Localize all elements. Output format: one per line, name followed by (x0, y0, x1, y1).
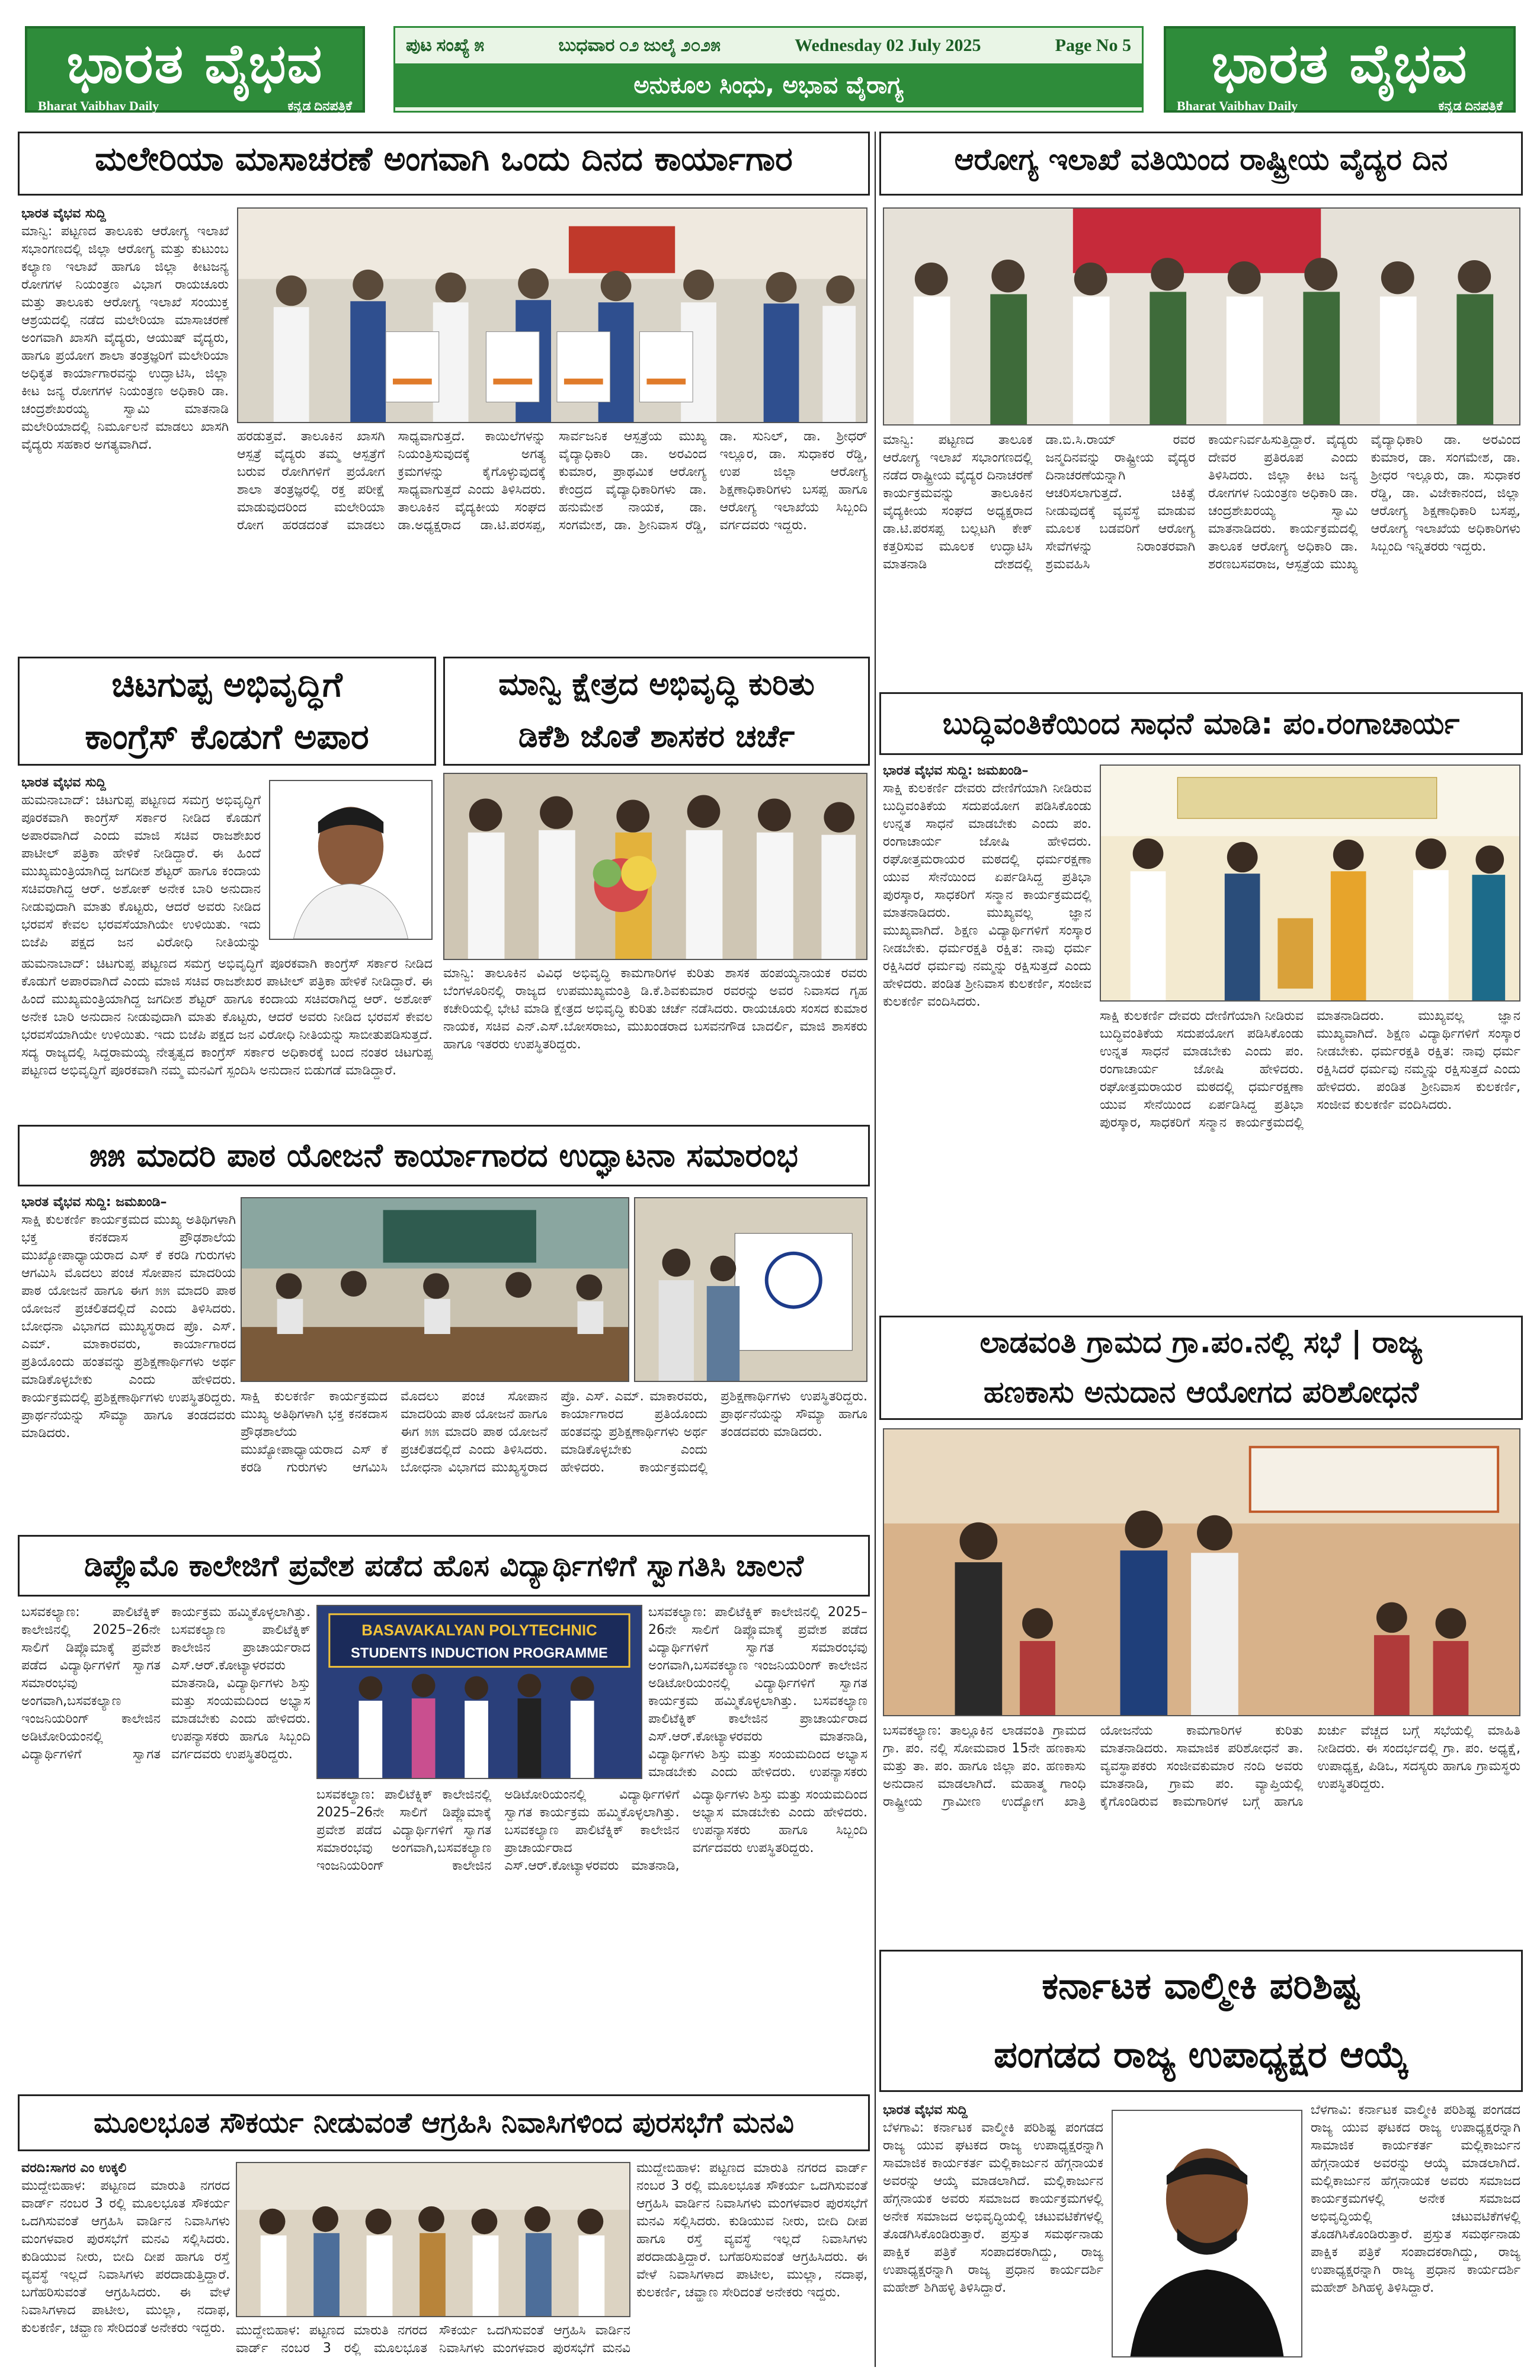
diploma-body-left: ಬಸವಕಲ್ಯಾಣ: ಪಾಲಿಟೆಕ್ನಿಕ್ ಕಾಲೇಜಿನಲ್ಲಿ 2025–26ನೇ ಸಾಲಿಗೆ ಡಿಪ್ಲೊಮಾಕ್ಕೆ ಪ್ರವೇಶ ಪಡೆದ ವಿದ್ಯಾರ್ಥಿಗಳಿಗೆ ಸ್ವಾಗತ ಸಮಾರಂಭವು ಅಂಗವಾಗಿ,ಬಸವಕಲ್ಯಾಣ ಇಂಜನಿಯರಿಂಗ್ ಕಾಲೇಜಿನ ಅಡಿಟೋರಿಯಂನಲ್ಲಿ ವಿದ್ಯಾರ್ಥಿಗಳಿಗೆ ಸ್ವಾಗತ ಕಾರ್ಯಕ್ರಮ ಹಮ್ಮಿಕೊಳ್ಳಲಾಗಿತ್ತು. ಬಸವಕಲ್ಯಾಣ ಪಾಲಿಟೆಕ್ನಿಕ್ ಕಾಲೇಜಿನ ಪ್ರಾಚಾರ್ಯರಾದ ಎಸ್.ಆರ್.ಕೋಟ್ಯಾಳರವರು ಮಾತನಾಡಿ, ವಿದ್ಯಾರ್ಥಿಗಳು ಶಿಸ್ತು ಮತ್ತು ಸಂಯಮದಿಂದ ಅಭ್ಯಾಸ ಮಾಡಬೇಕು ಎಂದು ಹೇಳಿದರು. ಉಪನ್ಯಾಸಕರು ಹಾಗೂ ಸಿಬ್ಬಂದಿ ವರ್ಗದವರು ಉಪಸ್ಥಿತರಿದ್ದರು. (21, 1605, 310, 1762)
valmiki-dateline: ಭಾರತ ವೈಭವ ಸುದ್ದಿ (883, 2103, 968, 2117)
column-divider (875, 132, 876, 2367)
malaria-headline: ಮಲೇರಿಯಾ ಮಾಸಾಚರಣೆ ಅಂಗವಾಗಿ ಒಂದು ದಿನದ ಕಾರ್ಯಾಗಾರ (95, 140, 793, 178)
diploma-photo (316, 1605, 642, 1779)
valmiki-headline-line1: ಕರ್ನಾಟಕ ವಾಲ್ಮೀಕಿ ಪರಿಶಿಷ್ಟ (1042, 1964, 1360, 2007)
manvi-headline-line2: ಡಿಕೆಶಿ ಜೊತೆ ಶಾಸಕರ ಚರ್ಚೆ (518, 719, 795, 754)
doctors-day-headline: ಆರೋಗ್ಯ ಇಲಾಖೆ ವತಿಯಿಂದ ರಾಷ್ಟ್ರೀಯ ವೈದ್ಯರ ದಿನ (954, 142, 1448, 177)
diploma-photo-image (318, 1606, 641, 1778)
masthead-english-name: Bharat Vaibhav Daily (38, 98, 159, 113)
moolabhoota-headline-box (18, 2094, 870, 2151)
masthead-title: ಭಾರತ ವೈಭವ (66, 31, 324, 95)
buddhi-text-left (883, 762, 1091, 1133)
valmiki-text-left (883, 2101, 1103, 2366)
diploma-headline-box (18, 1535, 870, 1597)
buddhi-dateline: ಭಾರತ ವೈಭವ ಸುದ್ದಿ: ಜಮಖಂಡಿ– (883, 763, 1029, 778)
diploma-banner-line2: STUDENTS INDUCTION PROGRAMME (351, 1645, 608, 1661)
diploma-headline: ಡಿಪ್ಲೊಮೊ ಕಾಲೇಜಿಗೆ ಪ್ರವೇಶ ಪಡೆದ ಹೊಸ ವಿದ್ಯಾರ್ಥಿಗಳಿಗೆ ಸ್ವಾಗತಿಸಿ ಚಾಲನೆ (84, 1549, 804, 1583)
masthead-kannada-sub: ಕನ್ನಡ ದಿನಪತ್ರಿಕೆ (287, 98, 352, 113)
malaria-photo (237, 207, 867, 423)
chitaguppa-headline-box (18, 657, 436, 766)
malaria-headline-box (18, 132, 870, 196)
chitaguppa-portrait-image (270, 781, 431, 939)
doctors-day-headline-box (879, 132, 1523, 196)
page-info-kannada: ಪುಟ ಸಂಖ್ಯೆ ೫ (406, 36, 485, 55)
moolabhoota-headline: ಮೂಲಭೂತ ಸೌಕರ್ಯ ನೀಡುವಂತೆ ಆಗ್ರಹಿಸಿ ನಿವಾಸಿಗಳಿಂದ ಪುರಸಭೆಗೆ ಮನವಿ (94, 2106, 794, 2139)
masthead-tagline: ಅನುಕೂಲ ಸಿಂಧು, ಅಭಾವ ವೈರಾಗ್ಯ (395, 63, 1142, 107)
moolabhoota-body: ಮುದ್ದೇಬಿಹಾಳ: ಪಟ್ಟಣದ ಮಾರುತಿ ನಗರದ ವಾರ್ಡ್ ನಂಬರ 3 ರಲ್ಲಿ ಮೂಲಭೂತ ಸೌಕರ್ಯ ಒದಗಿಸುವಂತೆ ಆಗ್ರಹಿಸಿ ವಾರ್ಡಿನ ನಿವಾಸಿಗಳು ಮಂಗಳವಾರ ಪುರಸಭೆಗೆ ಮನವಿ ಸಲ್ಲಿಸಿದರು. ಕುಡಿಯುವ ನೀರು, ಬೀದಿ ದೀಪ ಹಾಗೂ ರಸ್ತೆ ವ್ಯವಸ್ಥೆ ಇಲ್ಲದೆ ನಿವಾಸಿಗಳು ಪರದಾಡುತ್ತಿದ್ದಾರೆ. ಬಗೆಹರಿಸುವಂತೆ ಆಗ್ರಹಿಸಿದರು. ಈ ವೇಳೆ ನಿವಾಸಿಗಳಾದ ಪಾಟೀಲ, ಮುಲ್ಲಾ, ನದಾಫ, ಕುಲಕರ್ಣಿ, ಚವ್ಹಾಣ ಸೇರಿದಂತೆ ಅನೇಕರು ಇದ್ದರು. (21, 2179, 230, 2336)
manvi-body-text: ಮಾನ್ವಿ: ತಾಲೂಕಿನ ವಿವಿಧ ಅಭಿವೃದ್ಧಿ ಕಾಮಗಾರಿಗಳ ಕುರಿತು ಶಾಸಕ ಹಂಪಯ್ಯನಾಯಕ ರವರು ಬೆಂಗಳೂರಿನಲ್ಲಿ ರಾಜ್ಯದ ಉಪಮುಖ್ಯಮಂತ್ರಿ ಡಿ.ಕೆ.ಶಿವಕುಮಾರ ರವರನ್ನು ಅವರ ನಿವಾಸದ ಗೃಹ ಕಚೇರಿಯಲ್ಲಿ ಭೇಟಿ ಮಾಡಿ ಕ್ಷೇತ್ರದ ಅಭಿವೃದ್ಧಿ ಕುರಿತು ಚರ್ಚೆ ನಡೆಸಿದರು. ರಾಯಚೂರು ಸಂಸದ ಕುಮಾರ ನಾಯಕ, ಸಚಿವ ಎನ್.ಎಸ್.ಬೋಸರಾಜು, ಮುಖಂಡರಾದ ಬಸವನಗೌಡ ಬಾದರ್ಲಿ, ಮಾಜಿ ಶಾಸಕರು ಹಾಗೂ ಇತರರು ಉಪಸ್ಥಿತರಿದ್ದರು. (443, 966, 867, 1052)
pathayojane-body: ಸಾಕ್ಷಿ ಕುಲಕರ್ಣಿ ಕಾರ್ಯಕ್ರಮದ ಮುಖ್ಯ ಅತಿಥಿಗಳಾಗಿ ಭಕ್ತ ಕನಕದಾಸ ಪ್ರೌಢಶಾಲೆಯ ಮುಖ್ಯೋಪಾಧ್ಯಾಯರಾದ ಎಸ್ ಕೆ ಕರಡಿ ಗುರುಗಳು ಆಗಮಿಸಿ ಮೊದಲು ಪಂಚ ಸೋಪಾನ ಮಾದರಿಯ ಪಾಠ ಯೋಜನೆ ಹಾಗೂ ಈಗ ೫೫ ಮಾದರಿ ಪಾಠ ಯೋಜನೆ ಪ್ರಚಲಿತದಲ್ಲಿದೆ ಎಂದು ತಿಳಿಸಿದರು. ಬೋಧನಾ ವಿಭಾಗದ ಮುಖ್ಯಸ್ಥರಾದ ಪ್ರೊ. ಎಸ್. ಎಮ್. ಮಾಕಾರವರು, ಕಾರ್ಯಾಗಾರದ ಪ್ರತಿಯೊಂದು ಹಂತವನ್ನು ಪ್ರಶಿಕ್ಷಣಾರ್ಥಿಗಳು ಅರ್ಥ ಮಾಡಿಕೊಳ್ಳಬೇಕು ಎಂದು ಹೇಳಿದರು. ಕಾರ್ಯಕ್ರಮದಲ್ಲಿ ಪ್ರಶಿಕ್ಷಣಾರ್ಥಿಗಳು ಉಪಸ್ಥಿತರಿದ್ದರು. ಪ್ರಾರ್ಥನೆಯನ್ನು ಸೌಮ್ಯಾ ಹಾಗೂ ತಂಡದವರು ಮಾಡಿದರು. (21, 1213, 236, 1441)
pathayojane-photo-2 (634, 1197, 867, 1382)
page-number: Page No 5 (1055, 36, 1131, 55)
malaria-lead: ಮಾನ್ವಿ: ಪಟ್ಟಣದ ತಾಲೂಕು ಆರೋಗ್ಯ ಇಲಾಖೆ ಸಭಾಂಗಣದಲ್ಲಿ ಜಿಲ್ಲಾ ಆರೋಗ್ಯ ಮತ್ತು ಕುಟುಂಬ ಕಲ್ಯಾಣ ಇಲಾಖೆ ಹಾಗೂ ಜಿಲ್ಲಾ ಕೀಟಜನ್ಯ ರೋಗಗಳ ನಿಯಂತ್ರಣ ವಿಭಾಗ ರಾಯಚೂರು ಮತ್ತು ತಾಲೂಕು ಆರೋಗ್ಯ ಇಲಾಖೆ ಸಂಯುಕ್ತ ಆಶ್ರಯದಲ್ಲಿ ನಡೆದ ಮಲೇರಿಯಾ ಮಾಸಾಚರಣೆ ಅಂಗವಾಗಿ ಖಾಸಗಿ ವೈದ್ಯರು, ಆಯುಷ್ ವೈದ್ಯರು, ಹಾಗೂ ಪ್ರಯೋಗ ಶಾಲಾ ತಂತ್ರಜ್ಞರಿಗೆ ಮಲೇರಿಯಾ ಅಧಿಕೃತ ಕಾರ್ಯಾಗಾರವನ್ನು ಉದ್ಘಾಟಿಸಿ, ಜಿಲ್ಲಾ ಕೀಟ ಜನ್ಯ ರೋಗಗಳ ನಿಯಂತ್ರಣ ಅಧಿಕಾರಿ ಡಾ. ಚಂದ್ರಶೇಖರಯ್ಯ ಸ್ವಾಮಿ ಮಾತನಾಡಿ ಮಲೇರಿಯಾದಲ್ಲಿ ನಿರ್ಮೂಲನೆ ಮಾಡಲು ಖಾಸಗಿ ವೈದ್ಯರು ಸಹಕಾರ ಅಗತ್ಯವಾಗಿದೆ. (21, 224, 229, 452)
masthead-info-strip (393, 26, 1144, 113)
date-kannada: ಬುಧವಾರ ೦೨ ಜುಲೈ ೨೦೨೫ (558, 36, 721, 55)
pathayojane-photo-image (242, 1198, 628, 1381)
doctors-day-photo (883, 207, 1520, 426)
manvi-photo (443, 773, 867, 960)
pathayojane-headline: ೫೫ ಮಾದರಿ ಪಾಠ ಯೋಜನೆ ಕಾರ್ಯಾಗಾರದ ಉದ್ಘಾಟನಾ ಸಮಾರಂಭ (89, 1137, 798, 1174)
valmiki-headline-box (879, 1950, 1523, 2092)
masthead-meta-row (395, 28, 1142, 63)
pathayojane-headline-box (18, 1125, 870, 1186)
masthead-subline-right (1166, 98, 1513, 114)
diploma-banner-line1: BASAVAKALYAN POLYTECHNIC (361, 1622, 597, 1639)
date-english: Wednesday 02 July 2025 (795, 36, 981, 55)
valmiki-headline-line2: ಪಂಗಡದ ರಾಜ್ಯ ಉಪಾಧ್ಯಕ್ಷರ ಆಯ್ಕೆ (994, 2033, 1408, 2076)
pathayojane-photo (241, 1197, 629, 1382)
moolabhoota-photo (236, 2162, 630, 2317)
moolabhoota-photo-image (237, 2163, 629, 2316)
malaria-body-text: ಹರಡುತ್ತವೆ. ತಾಲೂಕಿನ ಖಾಸಗಿ ಆಸ್ಪತ್ರೆ ವೈದ್ಯರು ತಮ್ಮ ಆಸ್ಪತ್ರೆಗೆ ಬರುವ ರೋಗಿಗಳಿಗೆ ಪ್ರಯೋಗ ಶಾಲಾ ತಂತ್ರಜ್ಞರಲ್ಲಿ ರಕ್ತ ಪರೀಕ್ಷೆ ಮಾಡುವುದರಿಂದ ಮಲೇರಿಯಾ ರೋಗ ಹರಡದಂತೆ ಮಾಡಲು ಸಾಧ್ಯವಾಗುತ್ತದೆ. ಕಾಯಿಲೆಗಳನ್ನು ನಿಯಂತ್ರಿಸುವುದಕ್ಕೆ ಅಗತ್ಯ ಕ್ರಮಗಳನ್ನು ಕೈಗೊಳ್ಳುವುದಕ್ಕೆ ಸಾಧ್ಯವಾಗುತ್ತದೆ ಎಂದು ತಿಳಿಸಿದರು. ತಾಲೂಕಿನ ವೈದ್ಯಕೀಯ ಸಂಘದ ಡಾ.ಅಧ್ಯಕ್ಷರಾದ ಡಾ.ಟಿ.ಪರಸಪ್ಪ, ಸಾರ್ವಜನಿಕ ಆಸ್ಪತ್ರೆಯ ಮುಖ್ಯ ವೈದ್ಯಾಧಿಕಾರಿ ಡಾ. ಅರವಿಂದ ಕುಮಾರ, ಪ್ರಾಥಮಿಕ ಆರೋಗ್ಯ ಕೇಂದ್ರದ ವೈದ್ಯಾಧಿಕಾರಿಗಳು ಡಾ. ಹನುಮೇಶ ನಾಯಕ, ಡಾ. ಸಂಗಮೇಶ, ಡಾ. ಶ್ರೀನಿವಾಸ ರೆಡ್ಡಿ, ಡಾ. ಸುನಿಲ್, ಡಾ. ಶ್ರೀಧರ್ ಇಲ್ಲೂರ, ಡಾ. ಸುಧಾಕರ ರೆಡ್ಡಿ, ಉಪ ಜಿಲ್ಲಾ ಆರೋಗ್ಯ ಶಿಕ್ಷಣಾಧಿಕಾರಿಗಳು ಬಸಪ್ಪ ಹಾಗೂ ಆರೋಗ್ಯ ಇಲಾಖೆಯ ಸಿಬ್ಬಂದಿ ವರ್ಗದವರು ಇದ್ದರು. (237, 429, 867, 533)
diploma-body-right: ಬಸವಕಲ್ಯಾಣ: ಪಾಲಿಟೆಕ್ನಿಕ್ ಕಾಲೇಜಿನಲ್ಲಿ 2025–26ನೇ ಸಾಲಿಗೆ ಡಿಪ್ಲೊಮಾಕ್ಕೆ ಪ್ರವೇಶ ಪಡೆದ ವಿದ್ಯಾರ್ಥಿಗಳಿಗೆ ಸ್ವಾಗತ ಸಮಾರಂಭವು ಅಂಗವಾಗಿ,ಬಸವಕಲ್ಯಾಣ ಇಂಜನಿಯರಿಂಗ್ ಕಾಲೇಜಿನ ಅಡಿಟೋರಿಯಂನಲ್ಲಿ ವಿದ್ಯಾರ್ಥಿಗಳಿಗೆ ಸ್ವಾಗತ ಕಾರ್ಯಕ್ರಮ ಹಮ್ಮಿಕೊಳ್ಳಲಾಗಿತ್ತು. ಬಸವಕಲ್ಯಾಣ ಪಾಲಿಟೆಕ್ನಿಕ್ ಕಾಲೇಜಿನ ಪ್ರಾಚಾರ್ಯರಾದ ಎಸ್.ಆರ್.ಕೋಟ್ಯಾಳರವರು ಮಾತನಾಡಿ, ವಿದ್ಯಾರ್ಥಿಗಳು ಶಿಸ್ತು ಮತ್ತು ಸಂಯಮದಿಂದ ಅಭ್ಯಾಸ ಮಾಡಬೇಕು ಎಂದು ಹೇಳಿದರು. ಉಪನ್ಯಾಸಕರು (648, 1605, 867, 1780)
moolabhoota-body-right: ಮುದ್ದೇಬಿಹಾಳ: ಪಟ್ಟಣದ ಮಾರುತಿ ನಗರದ ವಾರ್ಡ್ ನಂಬರ 3 ರಲ್ಲಿ ಮೂಲಭೂತ ಸೌಕರ್ಯ ಒದಗಿಸುವಂತೆ ಆಗ್ರಹಿಸಿ ವಾರ್ಡಿನ ನಿವಾಸಿಗಳು ಮಂಗಳವಾರ ಪುರಸಭೆಗೆ ಮನವಿ ಸಲ್ಲಿಸಿದರು. ಕುಡಿಯುವ ನೀರು, ಬೀದಿ ದೀಪ ಹಾಗೂ ರಸ್ತೆ ವ್ಯವಸ್ಥೆ ಇಲ್ಲದೆ ನಿವಾಸಿಗಳು ಪರದಾಡುತ್ತಿದ್ದಾರೆ. ಬಗೆಹರಿಸುವಂತೆ ಆಗ್ರಹಿಸಿದರು. ಈ ವೇಳೆ ನಿವಾಸಿಗಳಾದ ಪಾಟೀಲ, ಮುಲ್ಲಾ, ನದಾಫ, ಕುಲಕರ್ಣಿ, ಚವ್ಹಾಣ ಸೇರಿದಂತೆ ಅನೇಕರು ಇದ್ದರು. (636, 2161, 867, 2300)
buddhi-body-continued: ಸಾಕ್ಷಿ ಕುಲಕರ್ಣಿ ದೇವರು ದೇಣಿಗೆಯಾಗಿ ನೀಡಿರುವ ಬುದ್ಧಿವಂತಿಕೆಯ ಸದುಪಯೋಗ ಪಡಿಸಿಕೊಂಡು ಉನ್ನತ ಸಾಧನೆ ಮಾಡಬೇಕು ಎಂದು ಪಂ. ರಂಗಾಚಾರ್ಯ ಜೋಷಿ ಹೇಳಿದರು. ರಘೋತ್ತಮರಾಯರ ಮಠದಲ್ಲಿ ಧರ್ಮರಕ್ಷಣಾ ಯುವ ಸೇನೆಯಿಂದ ಏರ್ಪಡಿಸಿದ್ದ ಪ್ರತಿಭಾ ಪುರಸ್ಕಾರ, ಸಾಧಕರಿಗೆ ಸನ್ಮಾನ ಕಾರ್ಯಕ್ರಮದಲ್ಲಿ ಮಾತನಾಡಿದರು. ಮುಖ್ಯವಲ್ಲ ಜ್ಞಾನ ಮುಖ್ಯವಾಗಿದೆ. ಶಿಕ್ಷಣ ವಿದ್ಯಾರ್ಥಿಗಳಿಗೆ ಸಂಸ್ಕಾರ ನೀಡಬೇಕು. ಧರ್ಮರಕ್ಷತಿ ರಕ್ಷಿತ: ನಾವು ಧರ್ಮ ರಕ್ಷಿಸಿದರೆ ಧರ್ಮವು ನಮ್ಮನ್ನು ರಕ್ಷಿಸುತ್ತದೆ ಎಂದು ಹೇಳಿದರು. ಪಂಡಿತ ಶ್ರೀನಿವಾಸ ಕುಲಕರ್ಣಿ, ಸಂಜೀವ ಕುಲಕರ್ಣಿ ವಂದಿಸಿದರು. (1100, 1009, 1520, 1130)
masthead-title-right: ಭಾರತ ವೈಭವ (1211, 31, 1468, 95)
masthead-logo-right (1164, 26, 1516, 113)
manvi-headline-box (443, 657, 870, 766)
buddhi-headline-box (879, 692, 1523, 755)
pathayojane-photo-2-image (635, 1198, 866, 1381)
valmiki-portrait (1112, 2110, 1302, 2357)
valmiki-portrait-image (1113, 2111, 1301, 2356)
chitaguppa-body-continued: ಹುಮನಾಬಾದ್: ಚಿಟಗುಪ್ಪ ಪಟ್ಟಣದ ಸಮಗ್ರ ಅಭಿವೃದ್ಧಿಗೆ ಪೂರಕವಾಗಿ ಕಾಂಗ್ರೆಸ್ ಸರ್ಕಾರ ನೀಡಿದ ಕೊಡುಗೆ ಅಪಾರವಾಗಿದೆ ಎಂದು ಮಾಜಿ ಸಚಿವ ರಾಜಶೇಖರ ಪಾಟೀಲ್ ಪತ್ರಿಕಾ ಹೇಳಿಕೆ ನೀಡಿದ್ದಾರೆ. ಈ ಹಿಂದೆ ಮುಖ್ಯಮಂತ್ರಿಯಾಗಿದ್ದ ಜಗದೀಶ ಶೆಟ್ಟರ್ ಹಾಗೂ ಕಂದಾಯ ಸಚಿವರಾಗಿದ್ದ ಆರ್. ಅಶೋಕ್ ಅನೇಕ ಬಾರಿ ಅನುದಾನ ನೀಡುವುದಾಗಿ ಮಾತು ಕೊಟ್ಟರು, ಆದರೆ ಅವರು ನೀಡಿದ ಭರವಸೆ ಕೇವಲ ಭರವಸೆಯಾಗಿಯೇ ಉಳಿಯಿತು. ಇದು ಬಿಜೆಪಿ ಪಕ್ಷದ ಜನ ವಿರೋಧಿ ನೀತಿಯನ್ನು ಸಾಬೀತುಪಡಿಸುತ್ತದೆ. ಸದ್ಯ ರಾಜ್ಯದಲ್ಲಿ ಸಿದ್ದರಾಮಯ್ಯ ನೇತೃತ್ವದ ಕಾಂಗ್ರೆಸ್ ಸರ್ಕಾರ ಅಧಿಕಾರಕ್ಕೆ ಬಂದ ನಂತರ ಚಿಟಗುಪ್ಪ ಪಟ್ಟಣದ ಅಭಿವೃದ್ಧಿಗೆ ಪೂರಕವಾಗಿ ನಮ್ಮ ಮನವಿಗೆ ಸ್ಪಂದಿಸಿ ಅನುದಾನ ಬಿಡುಗಡೆ ಮಾಡಿದ್ದಾರೆ. (21, 957, 433, 1078)
pathayojane-body-continued: ಸಾಕ್ಷಿ ಕುಲಕರ್ಣಿ ಕಾರ್ಯಕ್ರಮದ ಮುಖ್ಯ ಅತಿಥಿಗಳಾಗಿ ಭಕ್ತ ಕನಕದಾಸ ಪ್ರೌಢಶಾಲೆಯ ಮುಖ್ಯೋಪಾಧ್ಯಾಯರಾದ ಎಸ್ ಕೆ ಕರಡಿ ಗುರುಗಳು ಆಗಮಿಸಿ ಮೊದಲು ಪಂಚ ಸೋಪಾನ ಮಾದರಿಯ ಪಾಠ ಯೋಜನೆ ಹಾಗೂ ಈಗ ೫೫ ಮಾದರಿ ಪಾಠ ಯೋಜನೆ ಪ್ರಚಲಿತದಲ್ಲಿದೆ ಎಂದು ತಿಳಿಸಿದರು. ಬೋಧನಾ ವಿಭಾಗದ ಮುಖ್ಯಸ್ಥರಾದ ಪ್ರೊ. ಎಸ್. ಎಮ್. ಮಾಕಾರವರು, ಕಾರ್ಯಾಗಾರದ ಪ್ರತಿಯೊಂದು ಹಂತವನ್ನು ಪ್ರಶಿಕ್ಷಣಾರ್ಥಿಗಳು ಅರ್ಥ ಮಾಡಿಕೊಳ್ಳಬೇಕು ಎಂದು ಹೇಳಿದರು. ಕಾರ್ಯಕ್ರಮದಲ್ಲಿ ಪ್ರಶಿಕ್ಷಣಾರ್ಥಿಗಳು ಉಪಸ್ಥಿತರಿದ್ದರು. ಪ್ರಾರ್ಥನೆಯನ್ನು ಸೌಮ್ಯಾ ಹಾಗೂ ತಂಡದವರು ಮಾಡಿದರು. (241, 1389, 867, 1475)
chitaguppa-headline-line2: ಕಾಂಗ್ರೆಸ್ ಕೊಡುಗೆ ಅಪಾರ (85, 716, 369, 757)
chitaguppa-text-left (21, 774, 261, 952)
ladavanti-photo (883, 1428, 1520, 1716)
diploma-body-bottom: ಬಸವಕಲ್ಯಾಣ: ಪಾಲಿಟೆಕ್ನಿಕ್ ಕಾಲೇಜಿನಲ್ಲಿ 2025–26ನೇ ಸಾಲಿಗೆ ಡಿಪ್ಲೊಮಾಕ್ಕೆ ಪ್ರವೇಶ ಪಡೆದ ವಿದ್ಯಾರ್ಥಿಗಳಿಗೆ ಸ್ವಾಗತ ಸಮಾರಂಭವು ಅಂಗವಾಗಿ,ಬಸವಕಲ್ಯಾಣ ಇಂಜನಿಯರಿಂಗ್ ಕಾಲೇಜಿನ ಅಡಿಟೋರಿಯಂನಲ್ಲಿ ವಿದ್ಯಾರ್ಥಿಗಳಿಗೆ ಸ್ವಾಗತ ಕಾರ್ಯಕ್ರಮ ಹಮ್ಮಿಕೊಳ್ಳಲಾಗಿತ್ತು. ಬಸವಕಲ್ಯಾಣ ಪಾಲಿಟೆಕ್ನಿಕ್ ಕಾಲೇಜಿನ ಪ್ರಾಚಾರ್ಯರಾದ ಎಸ್.ಆರ್.ಕೋಟ್ಯಾಳರವರು ಮಾತನಾಡಿ, ವಿದ್ಯಾರ್ಥಿಗಳು ಶಿಸ್ತು ಮತ್ತು ಸಂಯಮದಿಂದ ಅಭ್ಯಾಸ ಮಾಡಬೇಕು ಎಂದು ಹೇಳಿದರು. ಉಪನ್ಯಾಸಕರು ಹಾಗೂ ಸಿಬ್ಬಂದಿ ವರ್ಗದವರು ಉಪಸ್ಥಿತರಿದ್ದರು. (316, 1787, 867, 1873)
chitaguppa-portrait (269, 780, 433, 940)
chitaguppa-dateline: ಭಾರತ ವೈಭವ ಸುದ್ದಿ (21, 775, 106, 790)
chitaguppa-headline-line1: ಚಿಟಗುಪ್ಪ ಅಭಿವೃದ್ಧಿಗೆ (111, 664, 342, 705)
masthead-english-name-right: Bharat Vaibhav Daily (1177, 98, 1298, 113)
manvi-photo-image (444, 774, 866, 959)
buddhi-headline: ಬುದ್ಧಿವಂತಿಕೆಯಿಂದ ಸಾಧನೆ ಮಾಡಿ: ಪಂ.ರಂಗಾಚಾರ್ಯ (942, 706, 1460, 741)
buddhi-body: ಸಾಕ್ಷಿ ಕುಲಕರ್ಣಿ ದೇವರು ದೇಣಿಗೆಯಾಗಿ ನೀಡಿರುವ ಬುದ್ಧಿವಂತಿಕೆಯ ಸದುಪಯೋಗ ಪಡಿಸಿಕೊಂಡು ಉನ್ನತ ಸಾಧನೆ ಮಾಡಬೇಕು ಎಂದು ಪಂ. ರಂಗಾಚಾರ್ಯ ಜೋಷಿ ಹೇಳಿದರು. ರಘೋತ್ತಮರಾಯರ ಮಠದಲ್ಲಿ ಧರ್ಮರಕ್ಷಣಾ ಯುವ ಸೇನೆಯಿಂದ ಏರ್ಪಡಿಸಿದ್ದ ಪ್ರತಿಭಾ ಪುರಸ್ಕಾರ, ಸಾಧಕರಿಗೆ ಸನ್ಮಾನ ಕಾರ್ಯಕ್ರಮದಲ್ಲಿ ಮಾತನಾಡಿದರು. ಮುಖ್ಯವಲ್ಲ ಜ್ಞಾನ ಮುಖ್ಯವಾಗಿದೆ. ಶಿಕ್ಷಣ ವಿದ್ಯಾರ್ಥಿಗಳಿಗೆ ಸಂಸ್ಕಾರ ನೀಡಬೇಕು. ಧರ್ಮರಕ್ಷತಿ ರಕ್ಷಿತ: ನಾವು ಧರ್ಮ ರಕ್ಷಿಸಿದರೆ ಧರ್ಮವು ನಮ್ಮನ್ನು ರಕ್ಷಿಸುತ್ತದೆ ಎಂದು ಹೇಳಿದರು. ಪಂಡಿತ ಶ್ರೀನಿವಾಸ ಕುಲಕರ್ಣಿ, ಸಂಜೀವ ಕುಲಕರ್ಣಿ ವಂದಿಸಿದರು. (883, 781, 1091, 1009)
pathayojane-text-left (21, 1194, 236, 1525)
malaria-lead-text (21, 205, 229, 634)
malaria-dateline: ಭಾರತ ವೈಭವ ಸುದ್ದಿ (21, 206, 106, 221)
masthead-kannada-sub-right: ಕನ್ನಡ ದಿನಪತ್ರಿಕೆ (1438, 98, 1503, 113)
chitaguppa-body: ಹುಮನಾಬಾದ್: ಚಿಟಗುಪ್ಪ ಪಟ್ಟಣದ ಸಮಗ್ರ ಅಭಿವೃದ್ಧಿಗೆ ಪೂರಕವಾಗಿ ಕಾಂಗ್ರೆಸ್ ಸರ್ಕಾರ ನೀಡಿದ ಕೊಡುಗೆ ಅಪಾರವಾಗಿದೆ ಎಂದು ಮಾಜಿ ಸಚಿವ ರಾಜಶೇಖರ ಪಾಟೀಲ್ ಪತ್ರಿಕಾ ಹೇಳಿಕೆ ನೀಡಿದ್ದಾರೆ. ಈ ಹಿಂದೆ ಮುಖ್ಯಮಂತ್ರಿಯಾಗಿದ್ದ ಜಗದೀಶ ಶೆಟ್ಟರ್ ಹಾಗೂ ಕಂದಾಯ ಸಚಿವರಾಗಿದ್ದ ಆರ್. ಅಶೋಕ್ ಅನೇಕ ಬಾರಿ ಅನುದಾನ ನೀಡುವುದಾಗಿ ಮಾತು ಕೊಟ್ಟರು, ಆದರೆ ಅವರು ನೀಡಿದ ಭರವಸೆ ಕೇವಲ ಭರವಸೆಯಾಗಿಯೇ ಉಳಿಯಿತು. ಇದು ಬಿಜೆಪಿ ಪಕ್ಷದ ಜನ ವಿರೋಧಿ ನೀತಿಯನ್ನು (21, 793, 261, 950)
doctors-day-photo-image (884, 209, 1519, 424)
buddhi-photo (1100, 764, 1520, 1002)
moolabhoota-text-left (21, 2160, 230, 2367)
buddhi-photo-image (1101, 766, 1519, 1000)
masthead-subline (27, 98, 363, 114)
valmiki-body: ಬೆಳಗಾವಿ: ಕರ್ನಾಟಕ ವಾಲ್ಮೀಕಿ ಪರಿಶಿಷ್ಟ ಪಂಗಡದ ರಾಜ್ಯ ಯುವ ಘಟಕದ ರಾಜ್ಯ ಉಪಾಧ್ಯಕ್ಷರನ್ನಾಗಿ ಸಾಮಾಜಿಕ ಕಾರ್ಯಕರ್ತ ಮಲ್ಲಿಕಾರ್ಜುನ ಹೆಗ್ಗನಾಯಕ ಅವರನ್ನು ಆಯ್ಕೆ ಮಾಡಲಾಗಿದೆ. ಮಲ್ಲಿಕಾರ್ಜುನ ಹೆಗ್ಗನಾಯಕ ಅವರು ಸಮಾಜದ ಕಾರ್ಯಕ್ರಮಗಳಲ್ಲಿ ಅನೇಕ ಸಮಾಜದ ಅಭಿವೃದ್ಧಿಯಲ್ಲಿ ಚಟುವಟಿಕೆಗಳಲ್ಲಿ ತೊಡಗಿಸಿಕೊಂಡಿರುತ್ತಾರೆ. ಪ್ರಸ್ತುತ ಸಮರ್ಥನಾಡು ಪಾಕ್ಷಿಕ ಪತ್ರಿಕೆ ಸಂಪಾದಕರಾಗಿದ್ದು, ರಾಜ್ಯ ಉಪಾಧ್ಯಕ್ಷರನ್ನಾಗಿ ರಾಜ್ಯ ಪ್ರಧಾನ ಕಾರ್ಯದರ್ಶಿ ಮಹೇಶ್ ಶಿಗಿಹಳ್ಳಿ ತಿಳಿಸಿದ್ದಾರೆ. (883, 2120, 1103, 2295)
ladavanti-headline-line1: ಲಾಡವಂತಿ ಗ್ರಾಮದ ಗ್ರಾ.ಪಂ.ನಲ್ಲಿ ಸಭೆ | ರಾಜ್ಯ (979, 1325, 1423, 1359)
moolabhoota-dateline: ವರದಿ:ಸಾಗರ ಎಂ ಉಕ್ಕಲಿ (21, 2161, 127, 2176)
pathayojane-dateline: ಭಾರತ ವೈಭವ ಸುದ್ದಿ: ಜಮಖಂಡಿ– (21, 1195, 167, 1210)
ladavanti-headline-box (879, 1316, 1523, 1420)
manvi-headline-line1: ಮಾನ್ವಿ ಕ್ಷೇತ್ರದ ಅಭಿವೃದ್ಧಿ ಕುರಿತು (498, 667, 815, 702)
malaria-photo-image (238, 209, 866, 422)
moolabhoota-body-bottom: ಮುದ್ದೇಬಿಹಾಳ: ಪಟ್ಟಣದ ಮಾರುತಿ ನಗರದ ವಾರ್ಡ್ ನಂಬರ 3 ರಲ್ಲಿ ಮೂಲಭೂತ ಸೌಕರ್ಯ ಒದಗಿಸುವಂತೆ ಆಗ್ರಹಿಸಿ ವಾರ್ಡಿನ ನಿವಾಸಿಗಳು ಮಂಗಳವಾರ ಪುರಸಭೆಗೆ ಮನವಿ (236, 2323, 630, 2356)
ladavanti-body-text: ಬಸವಕಲ್ಯಾಣ: ತಾಲ್ಲೂಕಿನ ಲಾಡವಂತಿ ಗ್ರಾಮದ ಗ್ರಾ. ಪಂ. ನಲ್ಲಿ ಸೋಮವಾರ 15ನೇ ಹಣಕಾಸು ಮತ್ತು ತಾ. ಪಂ. ಹಾಗೂ ಜಿಲ್ಲಾ ಪಂ. ಹಣಕಾಸು ಅನುದಾನ ಮಾಡಲಾಗಿದೆ. ಮಹಾತ್ಮ ಗಾಂಧಿ ರಾಷ್ಟ್ರೀಯ ಗ್ರಾಮೀಣ ಉದ್ಯೋಗ ಖಾತ್ರಿ ಯೋಜನೆಯ ಕಾಮಗಾರಿಗಳ ಕುರಿತು ಮಾತನಾಡಿದರು. ಸಾಮಾಜಿಕ ಪರಿಶೋಧನೆ ತಾ. ವ್ಯವಸ್ಥಾಪಕರು ಸಂಜೀವಕುಮಾರ ನಂದಿ ಅವರು ಮಾತನಾಡಿ, ಗ್ರಾಮ ಪಂ. ವ್ಯಾಪ್ತಿಯಲ್ಲಿ ಕೈಗೊಂಡಿರುವ ಕಾಮಗಾರಿಗಳ ಬಗ್ಗೆ ಹಾಗೂ ಖರ್ಚು ವೆಚ್ಚದ ಬಗ್ಗೆ ಸಭೆಯಲ್ಲಿ ಮಾಹಿತಿ ನೀಡಿದರು. ಈ ಸಂದರ್ಭದಲ್ಲಿ ಗ್ರಾ. ಪಂ. ಅಧ್ಯಕ್ಷೆ, ಉಪಾಧ್ಯಕ್ಷ, ಪಿಡಿಒ, ಸದಸ್ಯರು ಹಾಗೂ ಗ್ರಾಮಸ್ಥರು ಉಪಸ್ಥಿತರಿದ್ದರು. (883, 1723, 1520, 1809)
ladavanti-photo-image (884, 1429, 1519, 1715)
valmiki-text-right: ಬೆಳಗಾವಿ: ಕರ್ನಾಟಕ ವಾಲ್ಮೀಕಿ ಪರಿಶಿಷ್ಟ ಪಂಗಡದ ರಾಜ್ಯ ಯುವ ಘಟಕದ ರಾಜ್ಯ ಉಪಾಧ್ಯಕ್ಷರನ್ನಾಗಿ ಸಾಮಾಜಿಕ ಕಾರ್ಯಕರ್ತ ಮಲ್ಲಿಕಾರ್ಜುನ ಹೆಗ್ಗನಾಯಕ ಅವರನ್ನು ಆಯ್ಕೆ ಮಾಡಲಾಗಿದೆ. ಮಲ್ಲಿಕಾರ್ಜುನ ಹೆಗ್ಗನಾಯಕ ಅವರು ಸಮಾಜದ ಕಾರ್ಯಕ್ರಮಗಳಲ್ಲಿ ಅನೇಕ ಸಮಾಜದ ಅಭಿವೃದ್ಧಿಯಲ್ಲಿ ಚಟುವಟಿಕೆಗಳಲ್ಲಿ ತೊಡಗಿಸಿಕೊಂಡಿರುತ್ತಾರೆ. ಪ್ರಸ್ತುತ ಸಮರ್ಥನಾಡು ಪಾಕ್ಷಿಕ ಪತ್ರಿಕೆ ಸಂಪಾದಕರಾಗಿದ್ದು, ರಾಜ್ಯ ಉಪಾಧ್ಯಕ್ಷರನ್ನಾಗಿ ರಾಜ್ಯ ಪ್ರಧಾನ ಕಾರ್ಯದರ್ಶಿ ಮಹೇಶ್ ಶಿಗಿಹಳ್ಳಿ ತಿಳಿಸಿದ್ದಾರೆ. (1311, 2103, 1520, 2295)
masthead-logo-left (25, 26, 365, 113)
ladavanti-headline-line2: ಹಣಕಾಸು ಅನುದಾನ ಆಯೋಗದ ಪರಿಶೋಧನೆ (983, 1375, 1419, 1409)
doctors-day-body-text: ಮಾನ್ವಿ: ಪಟ್ಟಣದ ತಾಲೂಕ ಆರೋಗ್ಯ ಇಲಾಖೆ ಸಭಾಂಗಣದಲ್ಲಿ ನಡೆದ ರಾಷ್ಟ್ರೀಯ ವೈದ್ಯರ ದಿನಾಚರಣೆ ಕಾರ್ಯಕ್ರಮವನ್ನು ತಾಲೂಕಿನ ವೈದ್ಯಕೀಯ ಸಂಘದ ಅಧ್ಯಕ್ಷರಾದ ಡಾ.ಟಿ.ಪರಸಪ್ಪ ಬಲ್ಲಟಗಿ ಕೇಕ್ ಕತ್ತರಿಸುವ ಮೂಲಕ ಉದ್ಘಾಟಿಸಿ ಮಾತನಾಡಿ ದೇಶದಲ್ಲಿ ಡಾ.ಬಿ.ಸಿ.ರಾಯ್ ರವರ ಜನ್ಮದಿನವನ್ನು ರಾಷ್ಟ್ರೀಯ ವೈದ್ಯರ ದಿನಾಚರಣೆಯನ್ನಾಗಿ ಆಚರಿಸಲಾಗುತ್ತದೆ. ಚಿಕಿತ್ಸೆ ನೀಡುವುದಕ್ಕೆ ವ್ಯವಸ್ಥೆ ಮಾಡುವ ಮೂಲಕ ಬಡವರಿಗೆ ಆರೋಗ್ಯ ಸೇವೆಗಳನ್ನು ನಿರಾಂತರವಾಗಿ ಶ್ರಮವಹಿಸಿ ಕಾರ್ಯನಿರ್ವಹಿಸುತ್ತಿದ್ದಾರೆ. ವೈದ್ಯರು ದೇವರ ಪ್ರತಿರೂಪ ಎಂದು ತಿಳಿಸಿದರು. ಜಿಲ್ಲಾ ಕೀಟ ಜನ್ಯ ರೋಗಗಳ ನಿಯಂತ್ರಣ ಅಧಿಕಾರಿ ಡಾ. ಚಂದ್ರಶೇಖರಯ್ಯ ಸ್ವಾಮಿ ಮಾತನಾಡಿದರು. ಕಾರ್ಯಕ್ರಮದಲ್ಲಿ ತಾಲೂಕ ಆರೋಗ್ಯ ಅಧಿಕಾರಿ ಡಾ. ಶರಣಬಸವರಾಜ, ಆಸ್ಪತ್ರೆಯ ಮುಖ್ಯ ವೈದ್ಯಾಧಿಕಾರಿ ಡಾ. ಅರವಿಂದ ಕುಮಾರ, ಡಾ. ಸಂಗಮೇಶ, ಡಾ. ಶ್ರೀಧರ ಇಲ್ಲೂರು, ಡಾ. ಸುಧಾಕರ ರೆಡ್ಡಿ, ಡಾ. ವಿಜೇಕಾನಂದ, ಜಿಲ್ಲಾ ಆರೋಗ್ಯ ಶಿಕ್ಷಣಾಧಿಕಾರಿ ಬಸಪ್ಪ, ಆರೋಗ್ಯ ಇಲಾಖೆಯ ಅಧಿಕಾರಿಗಳು ಸಿಬ್ಬಂದಿ ಇನ್ನಿತರರು ಇದ್ದರು. (883, 433, 1520, 572)
